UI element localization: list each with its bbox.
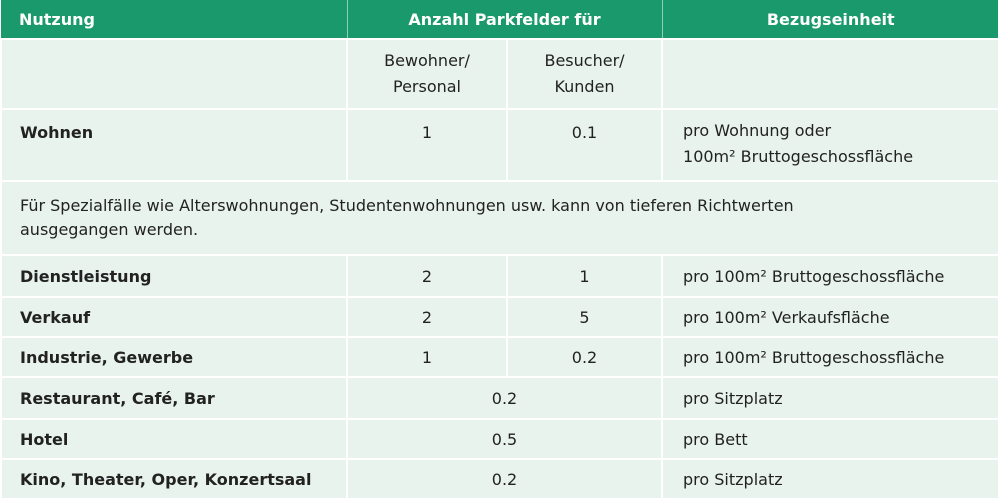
row-unit: pro 100m² Verkaufsfläche — [662, 297, 998, 337]
row-unit: pro Sitzplatz — [662, 459, 998, 499]
row-bewohner: 1 — [347, 337, 507, 377]
header-bezugseinheit: Bezugseinheit — [662, 0, 998, 39]
subheader-empty — [1, 39, 347, 109]
note-row — [1, 181, 998, 255]
table-row — [1, 377, 998, 419]
row-bewohner: 1 — [347, 109, 507, 181]
row-bewohner: 2 — [347, 297, 507, 337]
subheader-besucher-line1: Besucher/ — [544, 51, 625, 70]
table-row — [1, 459, 998, 499]
row-besucher: 0.2 — [507, 337, 662, 377]
row-value: 0.2 — [347, 459, 662, 499]
row-name: Hotel — [1, 419, 347, 459]
row-unit-line1: pro Wohnung oder — [683, 121, 832, 140]
table-row — [1, 255, 998, 297]
subheader-besucher-line2: Kunden — [554, 77, 615, 96]
row-besucher: 1 — [507, 255, 662, 297]
note-text — [1, 181, 998, 255]
subheader-row — [1, 39, 998, 109]
row-besucher: 5 — [507, 297, 662, 337]
table-row — [1, 337, 998, 377]
row-name: Restaurant, Café, Bar — [1, 377, 347, 419]
row-unit: pro 100m² Bruttogeschossfläche — [662, 337, 998, 377]
row-besucher: 0.1 — [507, 109, 662, 181]
row-unit: pro Sitzplatz — [662, 377, 998, 419]
row-unit: pro 100m² Bruttogeschossfläche — [662, 255, 998, 297]
header-anzahl-parkfelder: Anzahl Parkfelder für — [347, 0, 662, 39]
row-name: Verkauf — [1, 297, 347, 337]
subheader-empty-unit — [662, 39, 998, 109]
header-row — [1, 0, 998, 39]
row-name: Industrie, Gewerbe — [1, 337, 347, 377]
subheader-bewohner-line2: Personal — [392, 77, 461, 96]
note-line1: Für Spezialfälle wie Alterswohnungen, Studentenwohnungen usw. kann von tieferen Richtwerten — [20, 196, 794, 215]
header-nutzung: Nutzung — [1, 0, 347, 39]
row-unit: pro Bett — [662, 419, 998, 459]
row-name: Wohnen — [1, 109, 347, 181]
note-line2: ausgegangen werden. — [20, 220, 199, 239]
row-value: 0.5 — [347, 419, 662, 459]
row-value: 0.2 — [347, 377, 662, 419]
table-row-wohnen — [1, 109, 998, 181]
table-row — [1, 297, 998, 337]
row-name: Kino, Theater, Oper, Konzertsaal — [1, 459, 347, 499]
subheader-bewohner — [347, 39, 507, 109]
subheader-besucher — [507, 39, 662, 109]
row-unit-line2: 100m² Bruttogeschossfläche — [683, 147, 914, 166]
row-unit — [662, 109, 998, 181]
row-name: Dienstleistung — [1, 255, 347, 297]
row-bewohner: 2 — [347, 255, 507, 297]
table-row — [1, 419, 998, 459]
subheader-bewohner-line1: Bewohner/ — [384, 51, 470, 70]
